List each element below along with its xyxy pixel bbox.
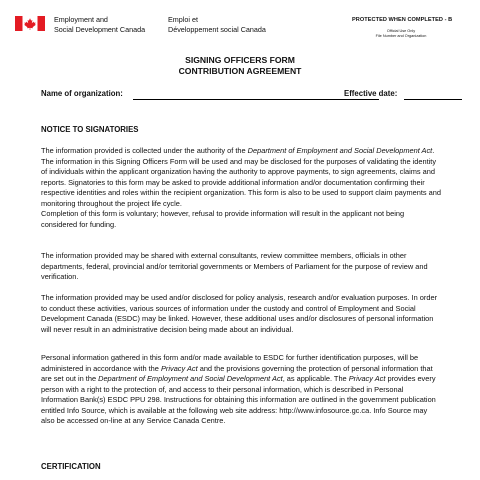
official-use-label: Official Use Only: [386, 29, 416, 33]
form-title-line1: SIGNING OFFICERS FORM: [185, 55, 295, 65]
form-title: [0, 55, 480, 76]
organization-label: Name of organization:: [41, 89, 123, 98]
effective-date-field[interactable]: [404, 99, 462, 100]
notice-paragraph-1: The information provided is collected under the authority of the Department of Employment and Social Development Act. The information in this Signing Officers Form will be used and may be disclosed for the purposes of validating the identity of individuals within the applicant organization having the authority to approve payments, to sign agreements, claims and reports. Signatories to this form may be asked to provide additional information and/or documentation confirming their respective identities and roles within the recipient organization. This form is also to be used to support claim payments and monitoring throughout the project life cycle. Completion of this form is voluntary; however, refusal to provide information will result in the applicant not being considered for funding.: [41, 146, 441, 229]
protected-label: PROTECTED WHEN COMPLETED - B: [352, 17, 453, 23]
effective-date-label: Effective date:: [344, 89, 398, 98]
dept-en-line2: Social Development Canada: [54, 24, 146, 34]
notice-paragraph-2: Completion of this form is voluntary; however, refusal to provide information will result in the applicant not being considered for funding.: [41, 209, 405, 229]
notice-paragraph-4: The information provided may be used and/or disclosed for policy analysis, research and/or evaluation purposes. In order to conduct these activities, various sources of information under the custody and control of Employment and Social Development Canada (ESDC) may be linked. However, these additional uses and/or disclosures of personal information will never result in an administrative decision being made about an individual.: [41, 293, 438, 334]
dept-fr-line1: Emploi et: [168, 15, 198, 24]
dept-en-line1: Employment and: [54, 15, 108, 24]
official-use-block: [340, 29, 462, 39]
canada-flag-icon: [15, 16, 45, 31]
certification-heading: CERTIFICATION: [41, 462, 101, 471]
notice-paragraph-3: The information provided may be shared with external consultants, review committee members, officials in other departments, federal, provincial and/or territorial governments or Members of Parliament for the purpose of review and verification.: [41, 251, 428, 281]
department-name-french: [168, 15, 266, 34]
document-header: [0, 0, 480, 44]
file-number-label: File Number and Organization: [375, 34, 427, 38]
department-name-english: [54, 15, 145, 34]
dept-fr-line2: Développement social Canada: [168, 24, 266, 34]
notice-paragraph-5: Personal information gathered in this form and/or made available to ESDC for further identification purposes, will be administered in accordance with the Privacy Act and the provisions governing the protection of personal information that are set out in the Department of Employment and Social Development Act, as applicable. The Privacy Act provides every person with a right to the protection of, and access to their personal information, which is described in Personal Information Bank(s) ESDC PPU 298. Instructions for obtaining this information are outlined in the government publication entitled Info Source, which is available at the following web site address: http://www.infosource.gc.ca. Info Source may also be accessed on-line at any Service Canada Centre.: [41, 353, 436, 425]
organization-row: [41, 89, 463, 103]
form-title-line2: CONTRIBUTION AGREEMENT: [178, 65, 302, 76]
notice-heading: NOTICE TO SIGNATORIES: [41, 125, 139, 134]
organization-name-field[interactable]: [133, 99, 379, 100]
